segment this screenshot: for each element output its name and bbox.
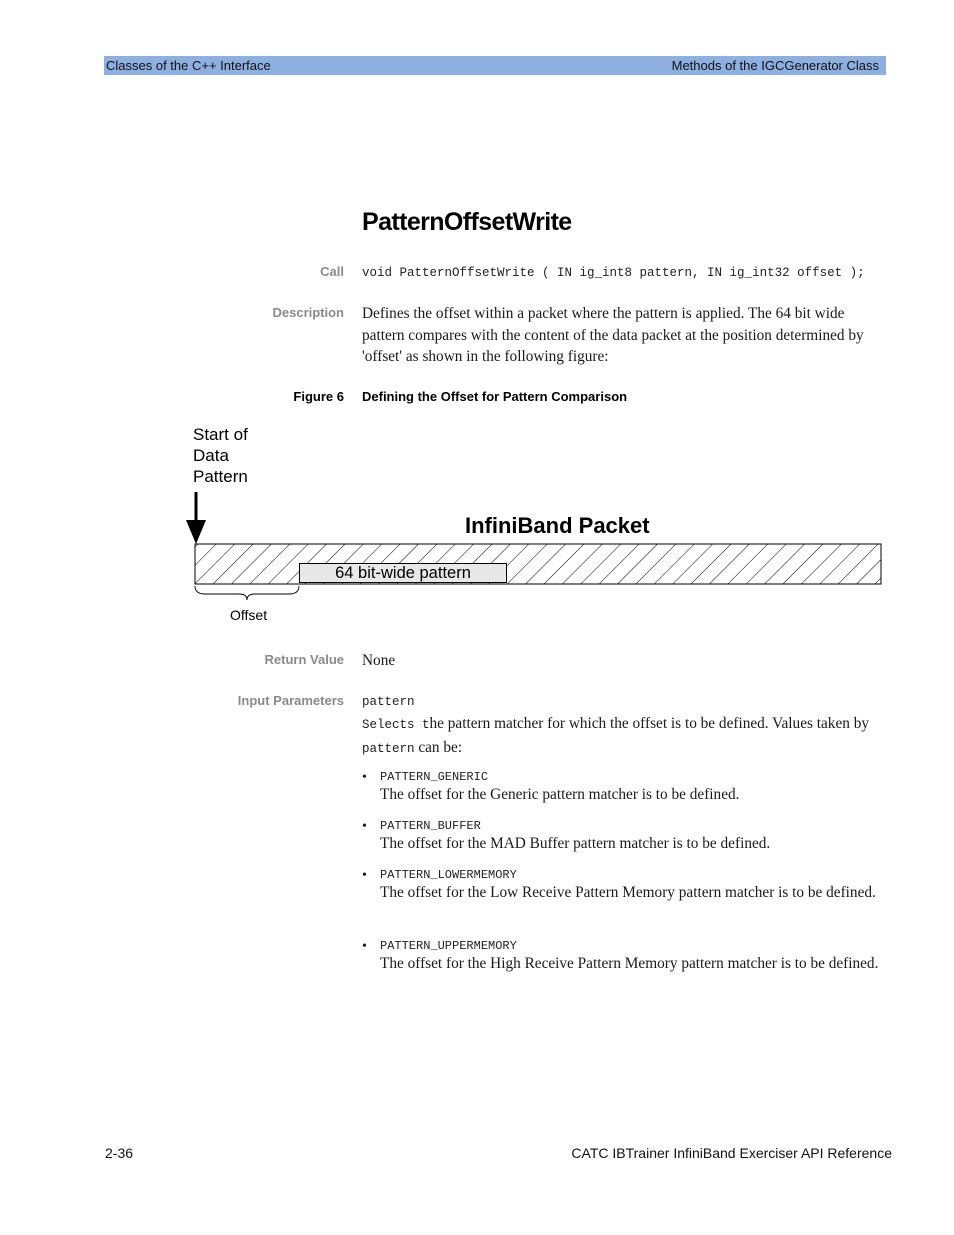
bullet-icon: • [362, 770, 367, 785]
selects-code: Selects t [362, 718, 430, 732]
value-description: The offset for the Generic pattern matcher is to be defined. [380, 786, 740, 803]
start-label-line-3: Pattern [193, 467, 248, 486]
bullet-icon: • [362, 819, 367, 834]
param-name: pattern [362, 695, 415, 709]
footer-doc-title: CATC IBTrainer InfiniBand Exerciser API Reference [571, 1145, 892, 1161]
start-label-line-2: Data [193, 446, 229, 465]
call-signature: void PatternOffsetWrite ( IN ig_int8 pattern, IN ig_int32 offset ); [362, 266, 865, 280]
value-description: The offset for the MAD Buffer pattern matcher is to be defined. [380, 835, 771, 852]
page-number: 2-36 [105, 1145, 134, 1161]
value-description: The offset for the Low Receive Pattern Memory pattern matcher is to be defined. [380, 884, 876, 901]
intro-mid-text: he pattern matcher for which the offset is to be defined. Values taken by [429, 715, 870, 732]
start-of-data-pattern-label [193, 424, 248, 487]
packet-diagram [180, 488, 890, 628]
value-code: PATTERN_LOWERMEMORY [380, 868, 517, 882]
intro-end-text: can be: [414, 738, 463, 756]
bullet-icon: • [362, 939, 367, 954]
header-chapter-title: Methods of the IGCGenerator Class [671, 58, 879, 73]
input-parameters-label: Input Parameters [237, 693, 344, 708]
param-intro [362, 713, 887, 760]
call-label: Call [320, 264, 344, 279]
value-code: PATTERN_GENERIC [380, 770, 489, 784]
return-value-text: None [362, 652, 396, 669]
start-label-line-1: Start of [193, 425, 248, 444]
description-label: Description [272, 305, 344, 320]
method-title: PatternOffsetWrite [362, 208, 572, 236]
offset-label: Offset [230, 607, 268, 623]
packet-hatch-fill [195, 544, 881, 584]
value-description: The offset for the High Receive Pattern Memory pattern matcher is to be defined. [380, 955, 879, 972]
value-code: PATTERN_BUFFER [380, 819, 481, 833]
offset-brace [195, 586, 299, 600]
intro-param-code: pattern [362, 741, 415, 756]
value-code: PATTERN_UPPERMEMORY [380, 939, 517, 953]
pattern-box: 64 bit-wide pattern [299, 563, 507, 583]
figure-title: Defining the Offset for Pattern Comparison [362, 389, 628, 404]
bullet-icon: • [362, 868, 367, 883]
description-text: Defines the offset within a packet where the pattern is applied. The 64 bit wide pattern compares with the content of the data packet at the position determined by 'offset' as shown in the following figure: [362, 305, 864, 365]
header-section-title: Classes of the C++ Interface [106, 58, 271, 73]
return-value-label: Return Value [264, 652, 344, 667]
start-arrow-head [186, 520, 206, 544]
figure-number: Figure 6 [293, 389, 344, 404]
running-header [104, 56, 886, 75]
packet-title: InfiniBand Packet [465, 513, 650, 538]
